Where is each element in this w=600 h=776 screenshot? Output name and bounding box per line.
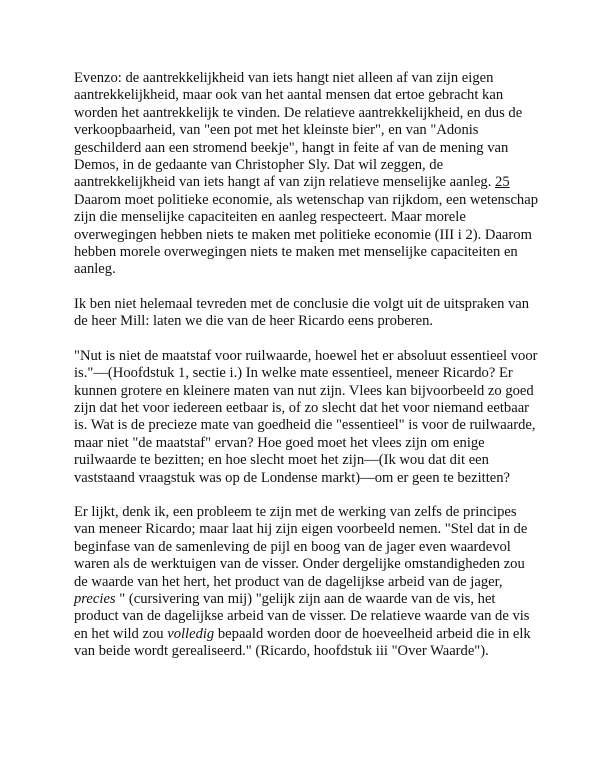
- paragraph-2: Ik ben niet helemaal tevreden met de conclusie die volgt uit de uitspraken van de heer Mill: laten we die van de heer Ricardo eens proberen.: [74, 295, 530, 330]
- italic-volledig: volledig: [167, 625, 215, 642]
- paragraph-1: [74, 70, 540, 279]
- paragraph-4: [74, 504, 540, 661]
- italic-precies: precies: [74, 590, 116, 607]
- paragraph-4-text-a: Er lijkt, denk ik, een probleem te zijn met de werking van zelfs de principes van meneer Ricardo; maar laat hij zijn eigen voorbeeld nemen. "Stel dat in de beginfase van de samenleving de pijl en boog van de jager even waardevol waren als de werktuigen van de visser. Onder dergelijke omstandigheden zou de waarde van het hert, het product van de dagelijkse arbeid van de jager,: [74, 503, 528, 590]
- paragraph-1-text-b: Daarom moet politieke economie, als wetenschap van rijkdom, een wetenschap zijn die menselijke capaciteiten en aanleg respecteert. Maar morele overwegingen hebben niets te maken met politieke economie (III i 2). Daarom hebben morele overwegingen niets te maken met menselijke capaciteiten en aanleg.: [74, 191, 538, 278]
- paragraph-1-text-a: Evenzo: de aantrekkelijkheid van iets hangt niet alleen af van zijn eigen aantrekkelijkheid, maar ook van het aantal mensen dat ertoe gebracht kan worden het aantrekkelijk te vinden. De relatieve aantrekkelijkheid, en dus de verkoopbaarheid, van "een pot met het kleinste bier", en van "Adonis geschilderd aan een stromend beekje", hangt in feite af van de mening van Demos, in de gedaante van Christopher Sly. Dat wil zeggen, de aantrekkelijkheid van iets hangt af van zijn relatieve menselijke aanleg.: [74, 70, 523, 191]
- paragraph-4-text-c: bepaald worden door de hoeveelheid arbeid die in elk van beide wordt gerealiseerd." (Ricardo, hoofdstuk iii "Over Waarde").: [74, 625, 531, 660]
- paragraph-3: "Nut is niet de maatstaf voor ruilwaarde, hoewel het er absoluut essentieel voor is."—(Hoofdstuk 1, sectie i.) In welke mate essentieel, meneer Ricardo? Er kunnen grotere en kleinere maten van nut zijn. Vlees kan bijvoorbeeld zo goed zijn dat het voor iedereen eetbaar is, of zo slecht dat het voor niemand eetbaar is. Wat is de precieze mate van goedheid die "essentieel" is voor de ruilwaarde, maar niet "de maatstaf" ervan? Hoe goed moet het vlees zijn om enige ruilwaarde te bezitten; en hoe slecht moet het zijn—(Ik wou dat dit een vaststaand vraagstuk was op de Londense markt)—om er geen te bezitten?: [74, 347, 538, 486]
- footnote-link-25[interactable]: 25: [495, 174, 510, 191]
- paragraph-4-text-b: " (cursivering van mij) "gelijk zijn aan de waarde van de vis, het product van de dagelijkse arbeid van de visser. De relatieve waarde van de vis en het wild zou: [74, 590, 530, 642]
